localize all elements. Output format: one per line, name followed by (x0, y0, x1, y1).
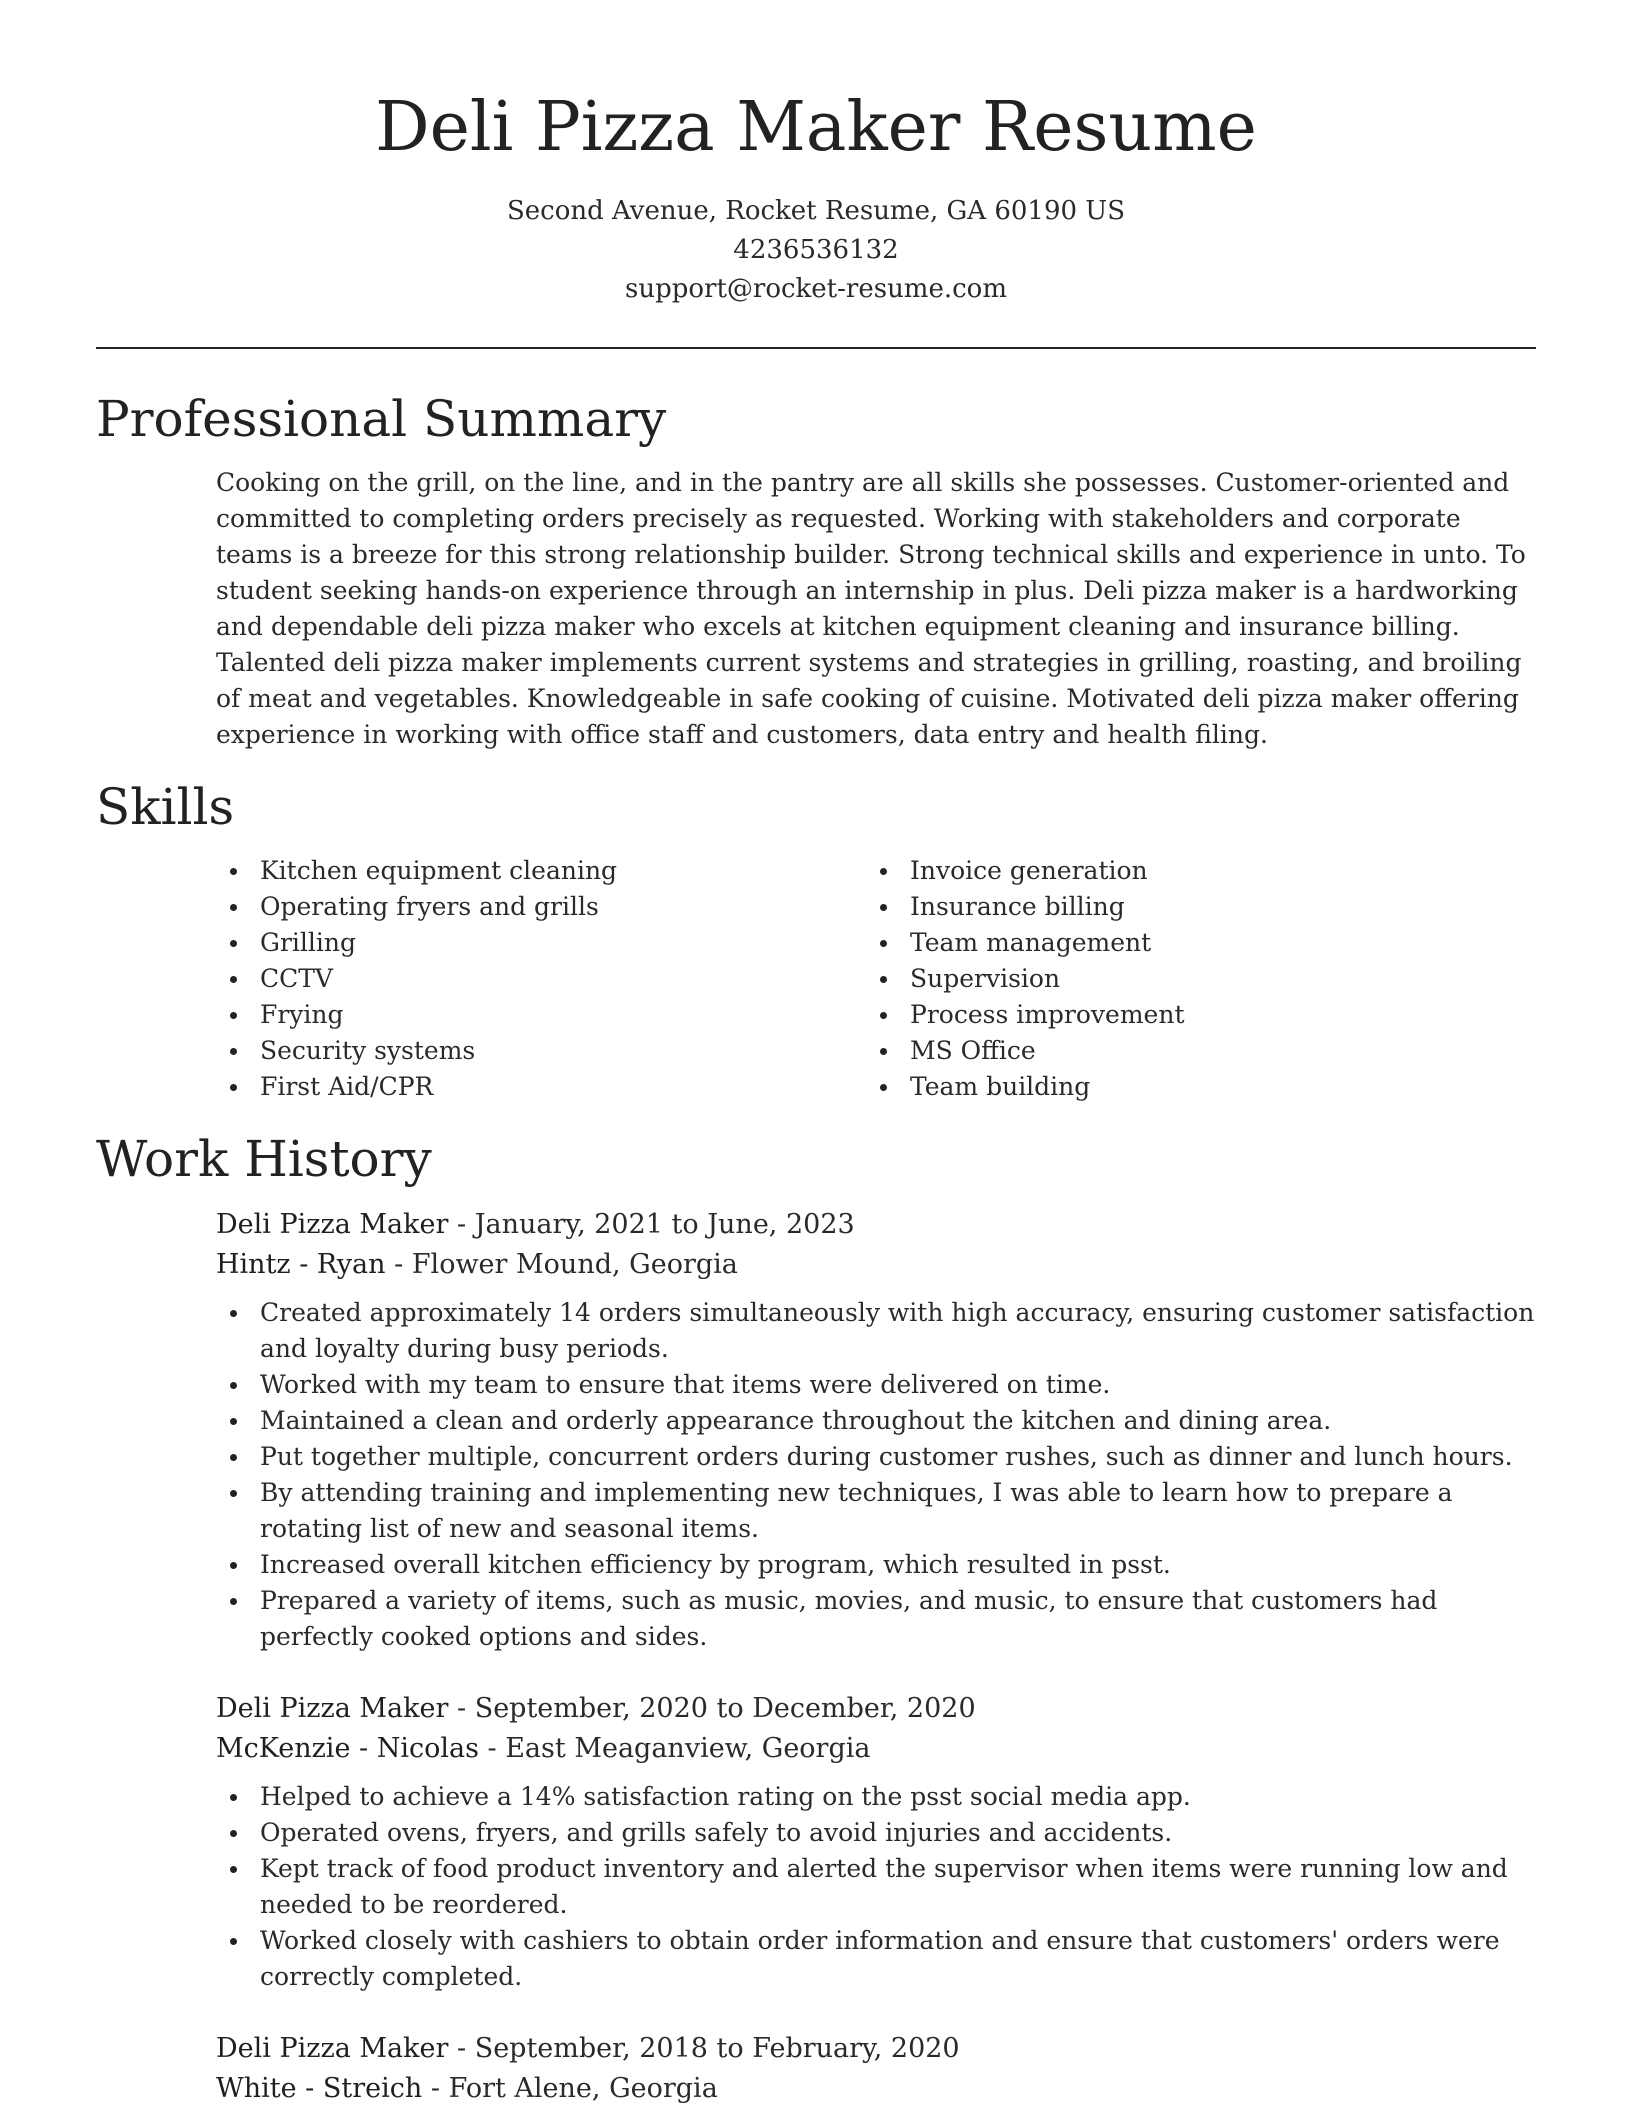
duty-item: Put together multiple, concurrent orders during customer rushes, such as dinner and lunch hours. (216, 1439, 1536, 1475)
job-entry (216, 1205, 1536, 1655)
skills-list-right (866, 853, 1516, 1105)
job-employer: Hintz - Ryan (216, 1249, 386, 1280)
job-employer-line (216, 1729, 1536, 1769)
duty-item: By attending training and implementing new techniques, I was able to learn how to prepare a rotating list of new and seasonal items. (216, 1475, 1536, 1547)
duty-item: Increased overall kitchen efficiency by program, which resulted in psst. (216, 1547, 1536, 1583)
job-dates: - September, 2020 to December, 2020 (448, 1693, 976, 1724)
skill-item: Security systems (216, 1033, 866, 1069)
duty-item: Worked with my team to ensure that items were delivered on time. (216, 1367, 1536, 1403)
skill-item: Process improvement (866, 997, 1516, 1033)
contact-address: Second Avenue, Rocket Resume, GA 60190 US (506, 196, 1126, 226)
skill-item: CCTV (216, 961, 866, 997)
contact-phone: 4236536132 (733, 235, 899, 265)
resume-title: Deli Pizza Maker Resume (375, 88, 1257, 167)
duty-item: Operated ovens, fryers, and grills safely to avoid injuries and accidents. (216, 1815, 1536, 1851)
job-employer-line (216, 2069, 1536, 2109)
skill-item: Frying (216, 997, 866, 1033)
job-employer-line (216, 1245, 1536, 1285)
work-history-heading: Work History (96, 1130, 432, 1188)
job-entry (216, 2029, 1536, 2109)
skill-item: Operating fryers and grills (216, 889, 866, 925)
job-dates: - January, 2021 to June, 2023 (448, 1209, 855, 1240)
job-title-line (216, 1205, 1536, 1245)
job-duties (216, 1779, 1536, 1995)
job-location: - East Meaganview, Georgia (478, 1733, 871, 1764)
skills-columns (216, 853, 1536, 1105)
job-employer: White - Streich (216, 2073, 423, 2104)
resume-header (0, 0, 1632, 309)
skill-item: Insurance billing (866, 889, 1516, 925)
duty-item: Helped to achieve a 14% satisfaction rating on the psst social media app. (216, 1779, 1536, 1815)
summary-heading: Professional Summary (96, 390, 667, 448)
contact-email: support@rocket-resume.com (624, 274, 1007, 304)
skill-item: Team management (866, 925, 1516, 961)
job-employer: McKenzie - Nicolas (216, 1733, 479, 1764)
duty-item: Worked closely with cashiers to obtain order information and ensure that customers' orders were correctly completed. (216, 1923, 1536, 1995)
job-title: Deli Pizza Maker (216, 1209, 449, 1240)
skills-heading: Skills (96, 778, 235, 836)
skill-item: Grilling (216, 925, 866, 961)
job-title-line (216, 2029, 1536, 2069)
job-location: - Fort Alene, Georgia (422, 2073, 718, 2104)
job-location: - Flower Mound, Georgia (385, 1249, 738, 1280)
job-title: Deli Pizza Maker (216, 2033, 449, 2064)
skill-item: Supervision (866, 961, 1516, 997)
job-dates: - September, 2018 to February, 2020 (448, 2033, 960, 2064)
summary-text: Cooking on the grill, on the line, and in the pantry are all skills she possesses. Customer-oriented and committed to completing orders precisely as requested. Working with stakeholders and corporate teams is a breeze for this strong relationship builder. Strong technical skills and experience in unto. To student seeking hands-on experience through an internship in plus. Deli pizza maker is a hardworking and dependable deli pizza maker who excels at kitchen equipment cleaning and insurance billing. Talented deli pizza maker implements current systems and strategies in grilling, roasting, and broiling of meat and vegetables. Knowledgeable in safe cooking of cuisine. Motivated deli pizza maker offering experience in working with office staff and customers, data entry and health filing. (216, 468, 1526, 749)
skills-list-left (216, 853, 866, 1105)
skill-item: Invoice generation (866, 853, 1516, 889)
job-entry (216, 1689, 1536, 1995)
job-duties (216, 1295, 1536, 1655)
skill-item: First Aid/CPR (216, 1069, 866, 1105)
duty-item: Created approximately 14 orders simultaneously with high accuracy, ensuring customer satisfaction and loyalty during busy periods. (216, 1295, 1536, 1367)
job-title: Deli Pizza Maker (216, 1693, 449, 1724)
skill-item: Team building (866, 1069, 1516, 1105)
job-title-line (216, 1689, 1536, 1729)
header-divider (96, 347, 1536, 349)
duty-item: Kept track of food product inventory and alerted the supervisor when items were running low and needed to be reordered. (216, 1851, 1536, 1923)
duty-item: Maintained a clean and orderly appearance throughout the kitchen and dining area. (216, 1403, 1536, 1439)
duty-item: Prepared a variety of items, such as music, movies, and music, to ensure that customers had perfectly cooked options and sides. (216, 1583, 1536, 1655)
skill-item: Kitchen equipment cleaning (216, 853, 866, 889)
contact-block (0, 192, 1632, 309)
skill-item: MS Office (866, 1033, 1516, 1069)
